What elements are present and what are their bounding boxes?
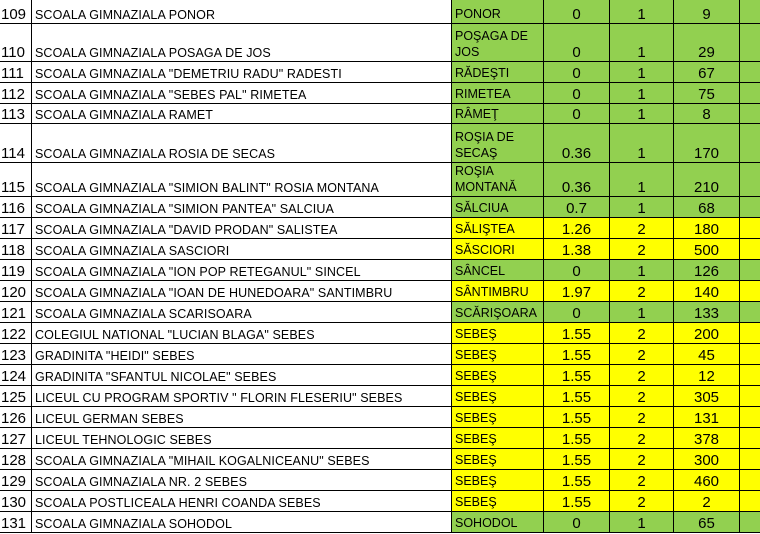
row-number[interactable]: 131 <box>0 512 32 533</box>
row-number[interactable]: 109 <box>0 0 32 24</box>
locality-cell[interactable]: PONOR <box>452 0 544 24</box>
school-name-cell[interactable]: SCOALA GIMNAZIALA PONOR <box>32 0 452 24</box>
row-number[interactable]: 119 <box>0 260 32 281</box>
table-row <box>0 365 760 386</box>
coefficient-cell[interactable]: 0 <box>544 104 610 124</box>
coefficient-cell[interactable]: 0 <box>544 0 610 24</box>
table-row <box>0 62 760 83</box>
empty-cell[interactable] <box>740 302 760 323</box>
row-number[interactable]: 116 <box>0 197 32 218</box>
row-number[interactable]: 128 <box>0 449 32 470</box>
count-cell[interactable]: 378 <box>674 428 740 449</box>
row-number[interactable]: 125 <box>0 386 32 407</box>
school-name-cell[interactable]: GRADINITA "HEIDI" SEBES <box>32 344 452 365</box>
table-row <box>0 281 760 302</box>
school-name-cell[interactable]: SCOALA GIMNAZIALA "SEBES PAL" RIMETEA <box>32 83 452 104</box>
category-cell[interactable]: 2 <box>610 407 674 428</box>
table-row <box>0 512 760 533</box>
coefficient-cell[interactable]: 1.55 <box>544 407 610 428</box>
row-number[interactable]: 124 <box>0 365 32 386</box>
row-number[interactable]: 112 <box>0 83 32 104</box>
row-number[interactable]: 111 <box>0 62 32 83</box>
count-cell[interactable]: 68 <box>674 197 740 218</box>
category-cell[interactable]: 1 <box>610 197 674 218</box>
category-cell[interactable]: 1 <box>610 163 674 197</box>
coefficient-cell[interactable]: 1.38 <box>544 239 610 260</box>
category-cell[interactable]: 2 <box>610 491 674 512</box>
coefficient-cell[interactable]: 1.97 <box>544 281 610 302</box>
locality-cell[interactable]: SEBEŞ <box>452 470 544 491</box>
school-name-cell[interactable]: SCOALA GIMNAZIALA "SIMION BALINT" ROSIA MONTANA <box>32 163 452 197</box>
empty-cell[interactable] <box>740 0 760 24</box>
school-name-cell[interactable]: SCOALA GIMNAZIALA POSAGA DE JOS <box>32 24 452 62</box>
school-name-cell[interactable]: SCOALA GIMNAZIALA "DAVID PRODAN" SALISTEA <box>32 218 452 239</box>
locality-cell[interactable]: SÂNCEL <box>452 260 544 281</box>
locality-cell[interactable]: RIMETEA <box>452 83 544 104</box>
row-number[interactable]: 121 <box>0 302 32 323</box>
count-cell[interactable]: 170 <box>674 124 740 163</box>
row-number[interactable]: 113 <box>0 104 32 124</box>
count-cell[interactable]: 460 <box>674 470 740 491</box>
empty-cell[interactable] <box>740 470 760 491</box>
locality-cell[interactable]: SĂSCIORI <box>452 239 544 260</box>
category-cell[interactable]: 1 <box>610 24 674 62</box>
school-name-cell[interactable]: SCOALA GIMNAZIALA "SIMION PANTEA" SALCIUA <box>32 197 452 218</box>
table-row <box>0 449 760 470</box>
category-cell[interactable]: 2 <box>610 218 674 239</box>
category-cell[interactable]: 1 <box>610 512 674 533</box>
count-cell[interactable]: 210 <box>674 163 740 197</box>
category-cell[interactable]: 2 <box>610 344 674 365</box>
school-name-cell[interactable]: SCOALA GIMNAZIALA ROSIA DE SECAS <box>32 124 452 163</box>
coefficient-cell[interactable]: 1.55 <box>544 365 610 386</box>
empty-cell[interactable] <box>740 124 760 163</box>
school-name-cell[interactable]: COLEGIUL NATIONAL "LUCIAN BLAGA" SEBES <box>32 323 452 344</box>
empty-cell[interactable] <box>740 163 760 197</box>
table-row <box>0 239 760 260</box>
category-cell[interactable]: 2 <box>610 323 674 344</box>
category-cell[interactable]: 2 <box>610 365 674 386</box>
empty-cell[interactable] <box>740 24 760 62</box>
empty-cell[interactable] <box>740 344 760 365</box>
locality-cell[interactable]: SÂNTIMBRU <box>452 281 544 302</box>
empty-cell[interactable] <box>740 281 760 302</box>
count-cell[interactable]: 67 <box>674 62 740 83</box>
coefficient-cell[interactable]: 0 <box>544 260 610 281</box>
locality-cell[interactable]: SEBEŞ <box>452 323 544 344</box>
empty-cell[interactable] <box>740 83 760 104</box>
row-number[interactable]: 126 <box>0 407 32 428</box>
row-number[interactable]: 127 <box>0 428 32 449</box>
table-row <box>0 323 760 344</box>
coefficient-cell[interactable]: 0 <box>544 302 610 323</box>
category-cell[interactable]: 2 <box>610 449 674 470</box>
locality-cell[interactable]: SĂLIŞTEA <box>452 218 544 239</box>
count-cell[interactable]: 133 <box>674 302 740 323</box>
table-row <box>0 302 760 323</box>
locality-cell[interactable]: SOHODOL <box>452 512 544 533</box>
coefficient-cell[interactable]: 0 <box>544 24 610 62</box>
table-row <box>0 163 760 197</box>
locality-cell[interactable]: ROŞIA DE SECAŞ <box>452 124 544 163</box>
table-row <box>0 218 760 239</box>
empty-cell[interactable] <box>740 239 760 260</box>
category-cell[interactable]: 2 <box>610 428 674 449</box>
count-cell[interactable]: 29 <box>674 24 740 62</box>
count-cell[interactable]: 126 <box>674 260 740 281</box>
school-name-cell[interactable]: SCOALA GIMNAZIALA "ION POP RETEGANUL" SINCEL <box>32 260 452 281</box>
count-cell[interactable]: 500 <box>674 239 740 260</box>
empty-cell[interactable] <box>740 197 760 218</box>
table-row <box>0 386 760 407</box>
table-row <box>0 428 760 449</box>
locality-cell[interactable]: POŞAGA DE JOS <box>452 24 544 62</box>
school-name-cell[interactable]: LICEUL TEHNOLOGIC SEBES <box>32 428 452 449</box>
row-number[interactable]: 118 <box>0 239 32 260</box>
coefficient-cell[interactable]: 0.7 <box>544 197 610 218</box>
coefficient-cell[interactable]: 0 <box>544 512 610 533</box>
count-cell[interactable]: 300 <box>674 449 740 470</box>
empty-cell[interactable] <box>740 512 760 533</box>
category-cell[interactable]: 1 <box>610 83 674 104</box>
locality-cell[interactable]: ROŞIA MONTANĂ <box>452 163 544 197</box>
empty-cell[interactable] <box>740 218 760 239</box>
empty-cell[interactable] <box>740 104 760 124</box>
empty-cell[interactable] <box>740 407 760 428</box>
count-cell[interactable]: 65 <box>674 512 740 533</box>
count-cell[interactable]: 131 <box>674 407 740 428</box>
locality-cell[interactable]: SEBEŞ <box>452 344 544 365</box>
table-row <box>0 197 760 218</box>
locality-cell[interactable]: SEBEŞ <box>452 428 544 449</box>
category-cell[interactable]: 1 <box>610 260 674 281</box>
locality-cell[interactable]: RÂMEŢ <box>452 104 544 124</box>
coefficient-cell[interactable]: 0 <box>544 83 610 104</box>
count-cell[interactable]: 140 <box>674 281 740 302</box>
row-number[interactable]: 122 <box>0 323 32 344</box>
locality-cell[interactable]: SEBEŞ <box>452 386 544 407</box>
table-row <box>0 407 760 428</box>
count-cell[interactable]: 9 <box>674 0 740 24</box>
count-cell[interactable]: 8 <box>674 104 740 124</box>
category-cell[interactable]: 2 <box>610 281 674 302</box>
coefficient-cell[interactable]: 1.55 <box>544 386 610 407</box>
coefficient-cell[interactable]: 0.36 <box>544 124 610 163</box>
empty-cell[interactable] <box>740 428 760 449</box>
coefficient-cell[interactable]: 0.36 <box>544 163 610 197</box>
locality-cell[interactable]: SEBEŞ <box>452 407 544 428</box>
school-name-cell[interactable]: SCOALA GIMNAZIALA "MIHAIL KOGALNICEANU" SEBES <box>32 449 452 470</box>
empty-cell[interactable] <box>740 62 760 83</box>
table-row <box>0 260 760 281</box>
row-number[interactable]: 123 <box>0 344 32 365</box>
school-name-cell[interactable]: SCOALA GIMNAZIALA SASCIORI <box>32 239 452 260</box>
school-name-cell[interactable]: SCOALA POSTLICEALA HENRI COANDA SEBES <box>32 491 452 512</box>
category-cell[interactable]: 2 <box>610 386 674 407</box>
row-number[interactable]: 129 <box>0 470 32 491</box>
school-name-cell[interactable]: LICEUL GERMAN SEBES <box>32 407 452 428</box>
row-number[interactable]: 117 <box>0 218 32 239</box>
table-row <box>0 104 760 124</box>
count-cell[interactable]: 305 <box>674 386 740 407</box>
category-cell[interactable]: 2 <box>610 239 674 260</box>
table-row <box>0 24 760 62</box>
category-cell[interactable]: 2 <box>610 470 674 491</box>
table-row <box>0 0 760 24</box>
category-cell[interactable]: 1 <box>610 124 674 163</box>
count-cell[interactable]: 200 <box>674 323 740 344</box>
locality-cell[interactable]: SEBEŞ <box>452 449 544 470</box>
empty-cell[interactable] <box>740 491 760 512</box>
count-cell[interactable]: 2 <box>674 491 740 512</box>
locality-cell[interactable]: RĂDEŞTI <box>452 62 544 83</box>
school-name-cell[interactable]: LICEUL CU PROGRAM SPORTIV " FLORIN FLESERIU" SEBES <box>32 386 452 407</box>
school-name-cell[interactable]: SCOALA GIMNAZIALA "DEMETRIU RADU" RADESTI <box>32 62 452 83</box>
table-row <box>0 491 760 512</box>
locality-cell[interactable]: SĂLCIUA <box>452 197 544 218</box>
row-number[interactable]: 130 <box>0 491 32 512</box>
table-row <box>0 470 760 491</box>
category-cell[interactable]: 1 <box>610 0 674 24</box>
row-number[interactable]: 120 <box>0 281 32 302</box>
coefficient-cell[interactable]: 1.55 <box>544 344 610 365</box>
category-cell[interactable]: 1 <box>610 302 674 323</box>
locality-cell[interactable]: SEBEŞ <box>452 365 544 386</box>
empty-cell[interactable] <box>740 449 760 470</box>
count-cell[interactable]: 180 <box>674 218 740 239</box>
table-row <box>0 83 760 104</box>
locality-cell[interactable]: SEBEŞ <box>452 491 544 512</box>
school-name-cell[interactable]: SCOALA GIMNAZIALA RAMET <box>32 104 452 124</box>
table-row <box>0 124 760 163</box>
coefficient-cell[interactable]: 1.55 <box>544 449 610 470</box>
empty-cell[interactable] <box>740 365 760 386</box>
school-name-cell[interactable]: SCOALA GIMNAZIALA NR. 2 SEBES <box>32 470 452 491</box>
row-number[interactable]: 114 <box>0 124 32 163</box>
row-number[interactable]: 110 <box>0 24 32 62</box>
category-cell[interactable]: 1 <box>610 62 674 83</box>
empty-cell[interactable] <box>740 323 760 344</box>
category-cell[interactable]: 1 <box>610 104 674 124</box>
coefficient-cell[interactable]: 1.55 <box>544 491 610 512</box>
count-cell[interactable]: 75 <box>674 83 740 104</box>
empty-cell[interactable] <box>740 260 760 281</box>
coefficient-cell[interactable]: 1.26 <box>544 218 610 239</box>
school-name-cell[interactable]: GRADINITA "SFANTUL NICOLAE" SEBES <box>32 365 452 386</box>
coefficient-cell[interactable]: 1.55 <box>544 470 610 491</box>
table-row <box>0 344 760 365</box>
locality-cell[interactable]: SCĂRIŞOARA <box>452 302 544 323</box>
count-cell[interactable]: 12 <box>674 365 740 386</box>
empty-cell[interactable] <box>740 386 760 407</box>
row-number[interactable]: 115 <box>0 163 32 197</box>
school-name-cell[interactable]: SCOALA GIMNAZIALA "IOAN DE HUNEDOARA" SANTIMBRU <box>32 281 452 302</box>
coefficient-cell[interactable]: 1.55 <box>544 428 610 449</box>
count-cell[interactable]: 45 <box>674 344 740 365</box>
coefficient-cell[interactable]: 1.55 <box>544 323 610 344</box>
school-name-cell[interactable]: SCOALA GIMNAZIALA SOHODOL <box>32 512 452 533</box>
school-name-cell[interactable]: SCOALA GIMNAZIALA SCARISOARA <box>32 302 452 323</box>
coefficient-cell[interactable]: 0 <box>544 62 610 83</box>
